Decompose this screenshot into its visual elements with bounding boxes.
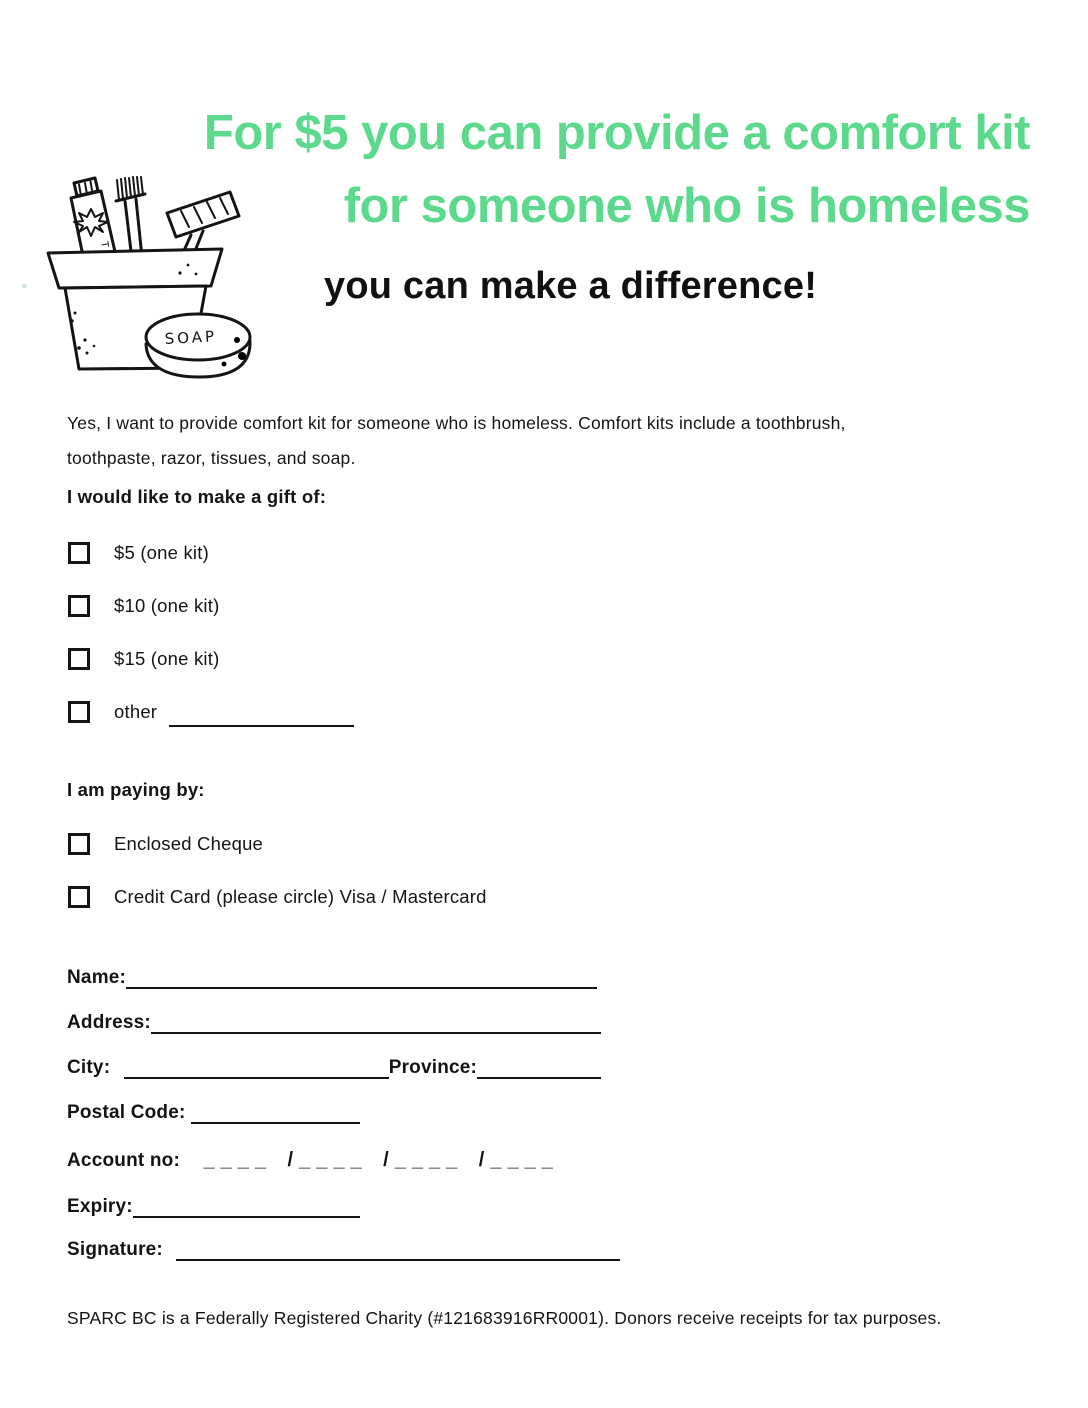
postal-code-field-row: [67, 1102, 360, 1124]
expiry-field-row: [67, 1196, 360, 1218]
gift-other-checkbox[interactable]: [68, 701, 90, 723]
province-label: Province:: [388, 1057, 478, 1078]
payment-section-heading: I am paying by:: [67, 779, 205, 800]
soap-label: SOAP: [164, 327, 218, 348]
credit-card-checkbox[interactable]: [68, 886, 90, 908]
expiry-line[interactable]: [133, 1216, 360, 1218]
gift-5-checkbox[interactable]: [68, 542, 90, 564]
charity-registration-text: SPARC BC is a Federally Registered Charity (#121683916RR0001). Donors receive receipts for tax purposes.: [67, 1308, 942, 1328]
name-line[interactable]: [126, 987, 597, 989]
payment-option-row: [68, 832, 263, 856]
cheque-checkbox[interactable]: [68, 833, 90, 855]
gift-section-heading: I would like to make a gift of:: [67, 486, 327, 507]
address-label: Address:: [67, 1012, 151, 1033]
postal-code-label: Postal Code:: [67, 1102, 192, 1123]
subtitle: you can make a difference!: [324, 265, 818, 307]
city-province-field-row: [67, 1057, 601, 1079]
account-number-mask[interactable]: ____ /____ /____ /____: [203, 1149, 559, 1171]
gift-15-checkbox[interactable]: [68, 648, 90, 670]
payment-option-row: [68, 885, 487, 909]
account-no-field-row: [67, 1149, 559, 1172]
intro-text: Yes, I want to provide comfort kit for someone who is homeless. Comfort kits include a toothbrush, toothpaste, razor, tissues, and soap.: [67, 413, 846, 468]
signature-line[interactable]: [176, 1259, 620, 1261]
payment-option-label: Enclosed Cheque: [114, 833, 264, 854]
signature-label: Signature:: [67, 1239, 169, 1260]
comfort-kit-illustration: [15, 170, 265, 385]
gift-option-row: [68, 647, 219, 671]
name-field-row: [67, 967, 597, 989]
other-amount-line[interactable]: [169, 725, 354, 727]
name-label: Name:: [67, 967, 127, 988]
expiry-label: Expiry:: [67, 1196, 133, 1217]
gift-option-label: other: [114, 701, 158, 722]
city-line[interactable]: [124, 1077, 389, 1079]
gift-option-row: [68, 700, 354, 724]
title-line-1: For $5 you can provide a comfort kit: [203, 106, 1030, 160]
gift-option-label: $10 (one kit): [114, 595, 220, 616]
gift-10-checkbox[interactable]: [68, 595, 90, 617]
province-line[interactable]: [477, 1077, 601, 1079]
address-field-row: [67, 1012, 601, 1034]
soap-icon: [146, 314, 250, 377]
gift-option-row: [68, 541, 209, 565]
city-label: City:: [67, 1057, 116, 1078]
gift-option-label: $5 (one kit): [114, 542, 209, 563]
postal-code-line[interactable]: [191, 1122, 360, 1124]
payment-option-label: Credit Card (please circle) Visa / Mastercard: [114, 886, 487, 907]
signature-field-row: [67, 1239, 620, 1261]
page-title: [204, 97, 1030, 243]
gift-option-row: [68, 594, 219, 618]
account-no-label: Account no:: [67, 1150, 186, 1172]
gift-option-label: $15 (one kit): [114, 648, 220, 669]
address-line[interactable]: [151, 1032, 601, 1034]
title-line-2: for someone who is homeless: [343, 179, 1030, 233]
